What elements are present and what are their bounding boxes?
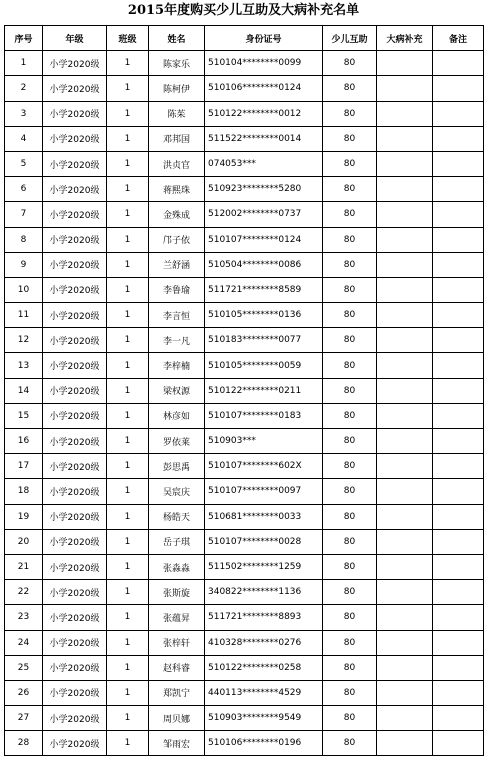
- cell-id-number: 510107********0097: [205, 479, 323, 504]
- table-row: [5, 151, 484, 176]
- cell-class: 1: [107, 605, 149, 630]
- cell-class: 1: [107, 277, 149, 302]
- cell-serious-illness: [377, 580, 433, 605]
- col-header-remarks: 备注: [433, 26, 484, 51]
- table-row: [5, 277, 484, 302]
- table-row: [5, 580, 484, 605]
- cell-name: 李鲁瑜: [149, 277, 205, 302]
- cell-class: 1: [107, 403, 149, 428]
- cell-name: 李一凡: [149, 328, 205, 353]
- cell-name: 张梓轩: [149, 630, 205, 655]
- cell-id-number: 510903***: [205, 429, 323, 454]
- cell-grade: 小学2020级: [43, 605, 107, 630]
- cell-index: 26: [5, 680, 43, 705]
- cell-name: 罗依莱: [149, 429, 205, 454]
- cell-remarks: [433, 479, 484, 504]
- cell-serious-illness: [377, 101, 433, 126]
- cell-grade: 小学2020级: [43, 101, 107, 126]
- cell-remarks: [433, 51, 484, 76]
- col-header-serious-illness: 大病补充: [377, 26, 433, 51]
- cell-grade: 小学2020级: [43, 706, 107, 731]
- cell-serious-illness: [377, 454, 433, 479]
- cell-serious-illness: [377, 328, 433, 353]
- cell-grade: 小学2020级: [43, 554, 107, 579]
- cell-id-number: 510681********0033: [205, 504, 323, 529]
- cell-class: 1: [107, 630, 149, 655]
- cell-index: 25: [5, 655, 43, 680]
- cell-id-number: 510903********9549: [205, 706, 323, 731]
- cell-index: 28: [5, 731, 43, 756]
- cell-remarks: [433, 605, 484, 630]
- cell-serious-illness: [377, 353, 433, 378]
- cell-serious-illness: [377, 706, 433, 731]
- cell-child-mutual: 80: [323, 151, 377, 176]
- cell-class: 1: [107, 504, 149, 529]
- cell-child-mutual: 80: [323, 580, 377, 605]
- cell-name: 陈柯伊: [149, 76, 205, 101]
- cell-child-mutual: 80: [323, 277, 377, 302]
- table-row: [5, 202, 484, 227]
- table-row: [5, 655, 484, 680]
- cell-grade: 小学2020级: [43, 126, 107, 151]
- table-row: [5, 706, 484, 731]
- cell-child-mutual: 80: [323, 680, 377, 705]
- cell-class: 1: [107, 680, 149, 705]
- cell-grade: 小学2020级: [43, 177, 107, 202]
- cell-name: 邓邦国: [149, 126, 205, 151]
- cell-index: 16: [5, 429, 43, 454]
- cell-grade: 小学2020级: [43, 227, 107, 252]
- cell-class: 1: [107, 479, 149, 504]
- cell-serious-illness: [377, 177, 433, 202]
- cell-name: 周贝娜: [149, 706, 205, 731]
- table-row: [5, 126, 484, 151]
- cell-child-mutual: 80: [323, 731, 377, 756]
- cell-name: 彭思禹: [149, 454, 205, 479]
- cell-grade: 小学2020级: [43, 151, 107, 176]
- cell-child-mutual: 80: [323, 378, 377, 403]
- cell-grade: 小学2020级: [43, 328, 107, 353]
- cell-remarks: [433, 554, 484, 579]
- cell-serious-illness: [377, 429, 433, 454]
- cell-grade: 小学2020级: [43, 202, 107, 227]
- cell-id-number: 510122********0211: [205, 378, 323, 403]
- cell-serious-illness: [377, 504, 433, 529]
- cell-name: 邝子依: [149, 227, 205, 252]
- cell-index: 13: [5, 353, 43, 378]
- cell-remarks: [433, 630, 484, 655]
- cell-serious-illness: [377, 655, 433, 680]
- cell-index: 5: [5, 151, 43, 176]
- cell-grade: 小学2020级: [43, 403, 107, 428]
- cell-serious-illness: [377, 403, 433, 428]
- cell-name: 梁权源: [149, 378, 205, 403]
- table-row: [5, 554, 484, 579]
- cell-index: 22: [5, 580, 43, 605]
- cell-name: 岳子琪: [149, 529, 205, 554]
- cell-id-number: 511522********0014: [205, 126, 323, 151]
- cell-id-number: 510107********602X: [205, 454, 323, 479]
- cell-id-number: 512002********0737: [205, 202, 323, 227]
- cell-class: 1: [107, 378, 149, 403]
- cell-remarks: [433, 202, 484, 227]
- cell-remarks: [433, 580, 484, 605]
- cell-class: 1: [107, 554, 149, 579]
- cell-index: 20: [5, 529, 43, 554]
- table-row: [5, 529, 484, 554]
- cell-index: 24: [5, 630, 43, 655]
- cell-index: 4: [5, 126, 43, 151]
- cell-grade: 小学2020级: [43, 277, 107, 302]
- table-row: [5, 504, 484, 529]
- cell-grade: 小学2020级: [43, 252, 107, 277]
- cell-name: 金殊成: [149, 202, 205, 227]
- col-header-child-mutual: 少儿互助: [323, 26, 377, 51]
- table-row: [5, 454, 484, 479]
- cell-serious-illness: [377, 731, 433, 756]
- table-row: [5, 479, 484, 504]
- cell-id-number: 510105********0059: [205, 353, 323, 378]
- cell-remarks: [433, 303, 484, 328]
- col-header-class: 班级: [107, 26, 149, 51]
- cell-id-number: 340822********1136: [205, 580, 323, 605]
- cell-index: 7: [5, 202, 43, 227]
- cell-class: 1: [107, 706, 149, 731]
- cell-remarks: [433, 353, 484, 378]
- cell-child-mutual: 80: [323, 403, 377, 428]
- cell-class: 1: [107, 101, 149, 126]
- cell-index: 17: [5, 454, 43, 479]
- cell-index: 27: [5, 706, 43, 731]
- table-row: [5, 605, 484, 630]
- cell-remarks: [433, 126, 484, 151]
- cell-remarks: [433, 227, 484, 252]
- cell-name: 兰舒涵: [149, 252, 205, 277]
- cell-remarks: [433, 655, 484, 680]
- cell-remarks: [433, 101, 484, 126]
- cell-child-mutual: 80: [323, 202, 377, 227]
- table-row: [5, 51, 484, 76]
- col-header-name: 姓名: [149, 26, 205, 51]
- cell-serious-illness: [377, 202, 433, 227]
- cell-index: 19: [5, 504, 43, 529]
- table-row: [5, 227, 484, 252]
- cell-grade: 小学2020级: [43, 429, 107, 454]
- table-row: [5, 378, 484, 403]
- cell-grade: 小学2020级: [43, 504, 107, 529]
- cell-id-number: 074053***: [205, 151, 323, 176]
- cell-name: 张斯旋: [149, 580, 205, 605]
- cell-grade: 小学2020级: [43, 580, 107, 605]
- cell-serious-illness: [377, 605, 433, 630]
- cell-id-number: 511502********1259: [205, 554, 323, 579]
- document-title: 2015年度购买少儿互助及大病补充名单: [127, 3, 360, 18]
- cell-index: 18: [5, 479, 43, 504]
- cell-id-number: 510122********0258: [205, 655, 323, 680]
- cell-child-mutual: 80: [323, 706, 377, 731]
- cell-class: 1: [107, 177, 149, 202]
- cell-id-number: 510504********0086: [205, 252, 323, 277]
- cell-class: 1: [107, 655, 149, 680]
- cell-child-mutual: 80: [323, 554, 377, 579]
- cell-id-number: 510107********0124: [205, 227, 323, 252]
- table-body: [5, 51, 484, 756]
- cell-child-mutual: 80: [323, 126, 377, 151]
- cell-id-number: 510104********0099: [205, 51, 323, 76]
- cell-class: 1: [107, 76, 149, 101]
- cell-index: 10: [5, 277, 43, 302]
- cell-child-mutual: 80: [323, 303, 377, 328]
- cell-name: 赵科睿: [149, 655, 205, 680]
- table-row: [5, 101, 484, 126]
- cell-name: 杨皓天: [149, 504, 205, 529]
- cell-remarks: [433, 378, 484, 403]
- cell-grade: 小学2020级: [43, 303, 107, 328]
- cell-index: 9: [5, 252, 43, 277]
- cell-class: 1: [107, 353, 149, 378]
- header-row: [5, 26, 484, 51]
- cell-index: 11: [5, 303, 43, 328]
- cell-child-mutual: 80: [323, 51, 377, 76]
- cell-id-number: 510183********0077: [205, 328, 323, 353]
- table-row: [5, 630, 484, 655]
- cell-grade: 小学2020级: [43, 51, 107, 76]
- cell-remarks: [433, 151, 484, 176]
- cell-class: 1: [107, 51, 149, 76]
- table-row: [5, 177, 484, 202]
- cell-remarks: [433, 76, 484, 101]
- cell-id-number: 510106********0196: [205, 731, 323, 756]
- cell-grade: 小学2020级: [43, 731, 107, 756]
- table-row: [5, 76, 484, 101]
- cell-class: 1: [107, 202, 149, 227]
- cell-child-mutual: 80: [323, 605, 377, 630]
- table-row: [5, 403, 484, 428]
- cell-remarks: [433, 504, 484, 529]
- cell-index: 15: [5, 403, 43, 428]
- cell-name: 李言恒: [149, 303, 205, 328]
- cell-remarks: [433, 252, 484, 277]
- cell-id-number: 510105********0136: [205, 303, 323, 328]
- cell-id-number: 510107********0183: [205, 403, 323, 428]
- table-row: [5, 731, 484, 756]
- cell-id-number: 510923********5280: [205, 177, 323, 202]
- cell-id-number: 440113********4529: [205, 680, 323, 705]
- cell-child-mutual: 80: [323, 630, 377, 655]
- cell-name: 邹雨宏: [149, 731, 205, 756]
- cell-name: 张淼淼: [149, 554, 205, 579]
- cell-grade: 小学2020级: [43, 630, 107, 655]
- cell-grade: 小学2020级: [43, 76, 107, 101]
- cell-index: 23: [5, 605, 43, 630]
- cell-id-number: 510106********0124: [205, 76, 323, 101]
- cell-class: 1: [107, 126, 149, 151]
- cell-remarks: [433, 680, 484, 705]
- cell-child-mutual: 80: [323, 504, 377, 529]
- cell-remarks: [433, 328, 484, 353]
- table-row: [5, 429, 484, 454]
- roster-table: [4, 25, 484, 756]
- cell-name: 李梓楠: [149, 353, 205, 378]
- cell-grade: 小学2020级: [43, 454, 107, 479]
- cell-index: 8: [5, 227, 43, 252]
- cell-serious-illness: [377, 680, 433, 705]
- cell-class: 1: [107, 529, 149, 554]
- cell-name: 洪贞官: [149, 151, 205, 176]
- cell-remarks: [433, 177, 484, 202]
- cell-serious-illness: [377, 479, 433, 504]
- cell-grade: 小学2020级: [43, 529, 107, 554]
- cell-index: 3: [5, 101, 43, 126]
- cell-name: 郑凯宁: [149, 680, 205, 705]
- cell-remarks: [433, 429, 484, 454]
- cell-remarks: [433, 277, 484, 302]
- cell-id-number: 410328********0276: [205, 630, 323, 655]
- col-header-id-number: 身份证号: [205, 26, 323, 51]
- cell-index: 2: [5, 76, 43, 101]
- cell-index: 21: [5, 554, 43, 579]
- cell-child-mutual: 80: [323, 454, 377, 479]
- cell-remarks: [433, 454, 484, 479]
- cell-serious-illness: [377, 76, 433, 101]
- cell-index: 12: [5, 328, 43, 353]
- col-header-index: 序号: [5, 26, 43, 51]
- cell-name: 吴宸庆: [149, 479, 205, 504]
- table-row: [5, 328, 484, 353]
- cell-child-mutual: 80: [323, 429, 377, 454]
- cell-serious-illness: [377, 151, 433, 176]
- cell-name: 陈家乐: [149, 51, 205, 76]
- cell-id-number: 510122********0012: [205, 101, 323, 126]
- cell-id-number: 511721********8893: [205, 605, 323, 630]
- cell-child-mutual: 80: [323, 76, 377, 101]
- cell-serious-illness: [377, 126, 433, 151]
- cell-remarks: [433, 529, 484, 554]
- cell-child-mutual: 80: [323, 101, 377, 126]
- cell-child-mutual: 80: [323, 227, 377, 252]
- cell-index: 1: [5, 51, 43, 76]
- cell-serious-illness: [377, 630, 433, 655]
- cell-class: 1: [107, 151, 149, 176]
- cell-class: 1: [107, 731, 149, 756]
- cell-class: 1: [107, 454, 149, 479]
- cell-child-mutual: 80: [323, 353, 377, 378]
- table-row: [5, 303, 484, 328]
- cell-child-mutual: 80: [323, 479, 377, 504]
- cell-serious-illness: [377, 378, 433, 403]
- cell-serious-illness: [377, 51, 433, 76]
- cell-grade: 小学2020级: [43, 378, 107, 403]
- cell-class: 1: [107, 227, 149, 252]
- cell-remarks: [433, 706, 484, 731]
- cell-child-mutual: 80: [323, 328, 377, 353]
- cell-child-mutual: 80: [323, 655, 377, 680]
- cell-name: 林彦如: [149, 403, 205, 428]
- cell-id-number: 510107********0028: [205, 529, 323, 554]
- cell-name: 陈茱: [149, 101, 205, 126]
- cell-grade: 小学2020级: [43, 680, 107, 705]
- cell-name: 蒋熙珠: [149, 177, 205, 202]
- cell-remarks: [433, 731, 484, 756]
- cell-class: 1: [107, 429, 149, 454]
- cell-serious-illness: [377, 303, 433, 328]
- cell-grade: 小学2020级: [43, 353, 107, 378]
- cell-serious-illness: [377, 529, 433, 554]
- cell-child-mutual: 80: [323, 529, 377, 554]
- cell-remarks: [433, 403, 484, 428]
- cell-grade: 小学2020级: [43, 479, 107, 504]
- cell-serious-illness: [377, 227, 433, 252]
- col-header-grade: 年级: [43, 26, 107, 51]
- cell-id-number: 511721********8589: [205, 277, 323, 302]
- cell-serious-illness: [377, 554, 433, 579]
- cell-child-mutual: 80: [323, 177, 377, 202]
- cell-class: 1: [107, 580, 149, 605]
- table-row: [5, 353, 484, 378]
- cell-name: 张蕴昇: [149, 605, 205, 630]
- cell-class: 1: [107, 252, 149, 277]
- cell-serious-illness: [377, 277, 433, 302]
- cell-child-mutual: 80: [323, 252, 377, 277]
- cell-serious-illness: [377, 252, 433, 277]
- cell-grade: 小学2020级: [43, 655, 107, 680]
- table-row: [5, 252, 484, 277]
- cell-class: 1: [107, 328, 149, 353]
- cell-index: 14: [5, 378, 43, 403]
- cell-index: 6: [5, 177, 43, 202]
- cell-class: 1: [107, 303, 149, 328]
- table-row: [5, 680, 484, 705]
